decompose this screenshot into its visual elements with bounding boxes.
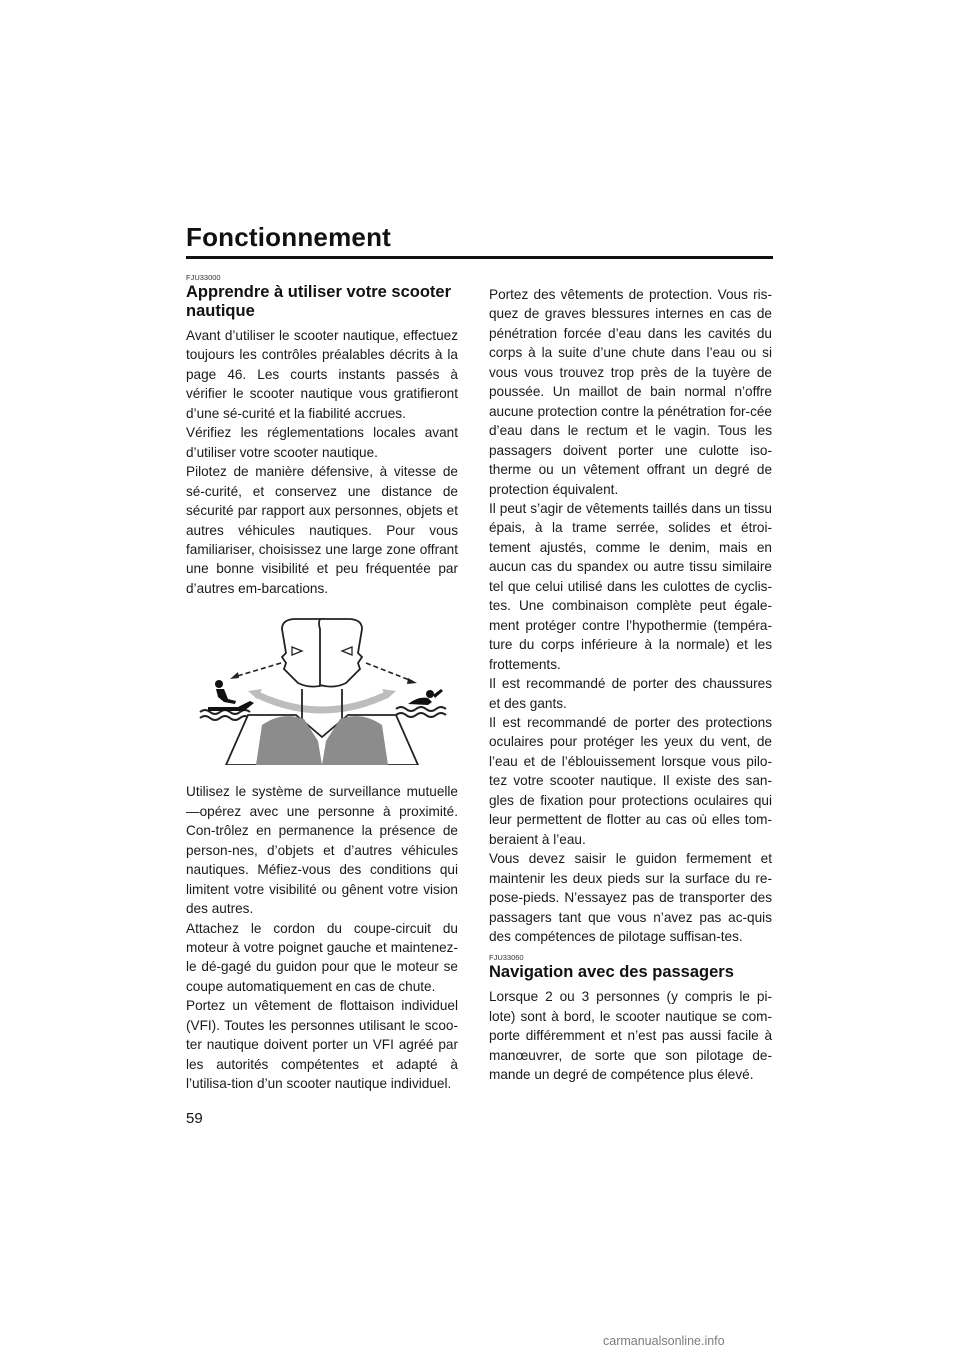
paragraph: Utilisez le système de surveillance mutuelle—opérez avec une personne à proximité. Con-trôlez en permanence la présence de person-nes, d’objets et d’autres véhicules nautiques. Méfiez-vous des conditions qui limitent votre visibilité ou gênent votre vision des autres.: [186, 784, 458, 917]
page-number: 59: [186, 1110, 203, 1127]
section-navigation-passengers: [489, 953, 772, 1084]
vest-fill: [256, 716, 322, 765]
sweep-arrow-icon: [258, 695, 386, 710]
paragraph: Pilotez de manière défensive, à vitesse de sé-curité, et conservez une distance de sécurité par rapport aux personnes, objets et autres véhicules nautiques. Pour vous familiariser, choisissez une large zone offrant une bonne visibilité et peu fréquentée par d’autres em-barcations.: [186, 464, 458, 596]
section-code: FJU33000: [186, 273, 221, 282]
jetski-icon: [208, 680, 254, 711]
section-title: Apprendre à utiliser votre scooter nautique: [186, 283, 451, 320]
paragraph: Il est recommandé de porter des chaussures et des gants.: [489, 676, 772, 711]
paragraph: Lorsque 2 ou 3 personnes (y compris le pi-lote) sont à bord, le scooter nautique se com-porte différemment et n’est pas aussi facile à manœuvrer, de sorte que son pilotage de-mande un degré de compétence plus élevé.: [489, 989, 772, 1083]
lookout-illustration: [186, 615, 458, 765]
paragraph: Il peut s’agir de vêtements taillés dans un tissu épais, à la trame serrée, solides et étroi-tement ajustés, comme le denim, mais en aucun cas du spandex ou autre tissu similaire tel que celui utilisé dans les culottes de cyclis-tes. Une combinaison complète peut égale-ment protéger contre l’hypothermie (tempéra-ture du corps inférieure à la normale) et les frottements.: [489, 500, 772, 672]
watermark: carmanualsonline.info: [603, 1334, 725, 1348]
wave-left-icon: [200, 710, 250, 720]
section-code: FJU33060: [489, 953, 524, 963]
wave-right-icon: [396, 707, 446, 717]
left-column: [186, 273, 458, 1094]
paragraph: Avant d’utiliser le scooter nautique, effectuez toujours les contrôles préalables décrits à la page 46. Les courts instants passés à vérifier le scooter nautique vous gratifieront d’une sé-curité et la fiabilité accrues.: [186, 328, 458, 421]
body-outline: [226, 715, 418, 765]
page-header-title: Fonctionnement: [186, 222, 392, 252]
paragraph: Vérifiez les réglementations locales avant d’utiliser votre scooter nautique.: [186, 425, 458, 460]
paragraph: Vous devez saisir le guidon fermement et maintenir les deux pieds sur la surface du re-pose-pieds. N’essayez pas de transporter des passagers tant que vous n’avez pas ac-quis des compétences de pilotage suffisan-tes.: [489, 851, 772, 944]
paragraph: Attachez le cordon du coupe-circuit du moteur à votre poignet gauche et maintenez-le dé-gagé du guidon pour que le moteur se coupe automatiquement en cas de chute.: [186, 920, 458, 994]
arrow-head-left-icon: [230, 672, 239, 679]
section-title: Navigation avec des passagers: [489, 963, 734, 982]
right-column: [489, 285, 772, 1085]
paragraph: Portez des vêtements de protection. Vous ris-quez de graves blessures internes en cas de pénétration forcée d’eau dans les cavités du corps à la suite d’une chute dans l’eau ou si vous vous trouvez trop près de la tuyère de poussée. Un maillot de bain normal n’offre aucune protection contre la pénétration for-cée d’eau dans le rectum et le vagin. Tous les passagers doivent porter une culotte iso-therme ou un vêtement offrant un degré de protection équivalent.: [489, 287, 772, 497]
header-rule: [186, 256, 773, 259]
swimmer-icon: [408, 689, 443, 705]
paragraph: Portez un vêtement de flottaison individuel (VFI). Toutes les personnes utilisant le scoo-ter nautique doivent porter un VFI agréé par les autorités compétentes et adapté à l’utilisa-tion d’un scooter nautique individuel.: [186, 998, 458, 1092]
arrow-head-right-icon: [407, 678, 417, 684]
paragraph: Il est recommandé de porter des protections oculaires pour protéger les yeux du vent, de l’eau et de l’éblouissement lorsque vous pilo-tez votre scooter nautique. Il existe des san-gles de fixation pour protections oculaires qui leur permettent de flotter au cas où elles tom-beraient à l’eau.: [489, 714, 772, 847]
